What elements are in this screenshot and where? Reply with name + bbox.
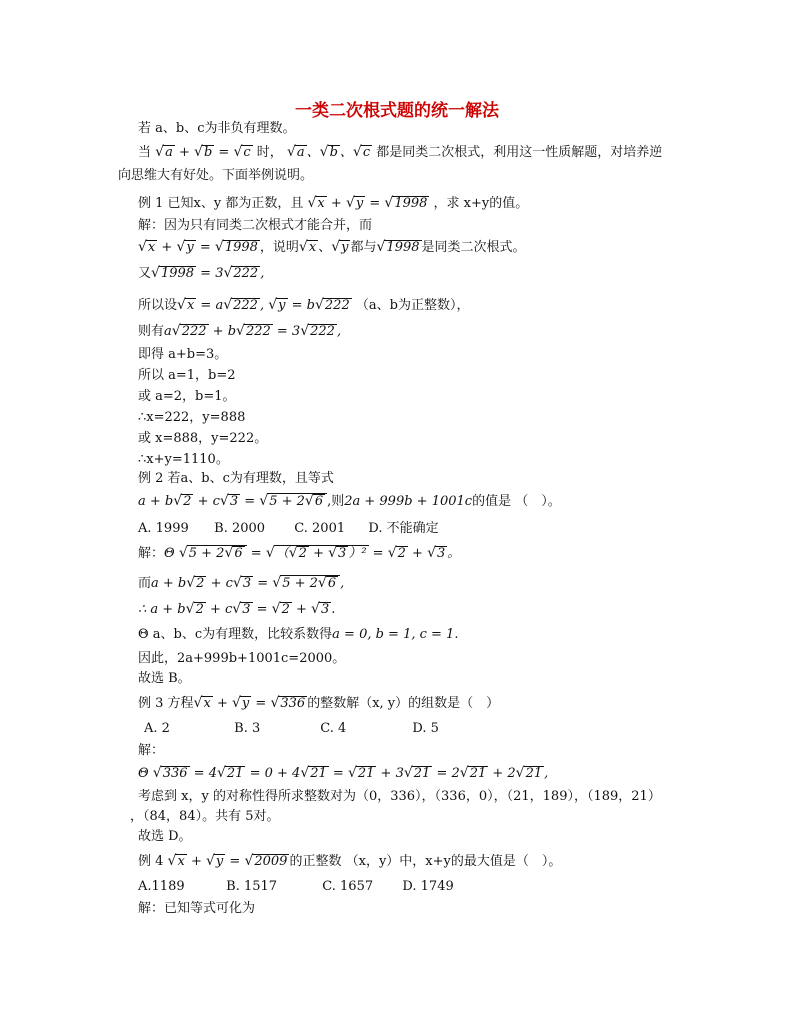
ex1-solution-10: 或 x=888，y=222。 (138, 431, 268, 446)
ex4-option-d: D. 1749 (402, 879, 454, 894)
ex1-solution-8: 或 a=2，b=1。 (138, 389, 236, 404)
ex1-solution-3: 又√1998 = 3√222 , (138, 265, 265, 281)
ex4-options (138, 878, 454, 896)
intro-line-3: 向思维大有好处。下面举例说明。 (118, 168, 314, 183)
ex3-solution-2: Θ √336 = 4√21 = 0 + 4√21 = √21 + 3√21 = 2√21 + 2√21 , (138, 765, 549, 781)
ex3-option-a: A. 2 (144, 721, 170, 736)
ex1-solution-1: 解：因为只有同类二次根式才能合并，而 (138, 218, 373, 233)
ex3-option-b: B. 3 (234, 721, 261, 736)
ex1-solution-4: 所以设√x = a√222 , √y = b√222 （a、b为正整数）， (138, 297, 470, 313)
ex1-solution-2: √x + √y = √1998 ，说明√x 、√y 都与√1998 是同类二次根式。 (138, 239, 526, 255)
formula-ex1-eq: √x + √y = √1998 (307, 195, 428, 211)
document-title: 一类二次根式题的统一解法 (295, 101, 499, 121)
ex1-solution-9: ∴x=222，y=888 (138, 410, 246, 425)
ex4-option-b: B. 1517 (226, 879, 278, 894)
ex3-option-d: D. 5 (412, 721, 439, 736)
ex2-option-c: C. 2001 (294, 521, 346, 536)
ex4-solution-1: 解：已知等式可化为 (138, 901, 256, 916)
ex2-options (138, 520, 439, 538)
ex3-options (138, 720, 439, 738)
ex2-solution-4: Θ a、b、c为有理数，比较系数得a = 0, b = 1, c = 1. (138, 627, 459, 642)
ex2-option-a: A. 1999 (138, 521, 189, 536)
ex4-question: 例 4 √x + √y = √2009 的正整数 （x，y）中，x+y的最大值是（ ）。 (138, 853, 562, 869)
ex2-question-1: 例 2 若a、b、c为有理数，且等式 (138, 471, 334, 486)
ex2-option-b: B. 2000 (214, 521, 266, 536)
ex2-solution-2: 而a + b√2 + c√3 = √5 + 2√6 , (138, 575, 345, 591)
ex1-solution-6: 即得 a+b=3。 (138, 347, 228, 362)
ex3-solution-3: 考虑到 x，y 的对称性得所求整数对为（0，336），（336，0），（21，189），（189，21） (138, 789, 661, 804)
intro-line-2: 当 √a + √b = √c 时， √a 、√b 、√c 都是同类二次根式，利用这一性质解题，对培养逆 (138, 144, 663, 160)
ex2-option-d: D. 不能确定 (368, 521, 439, 536)
ex3-solution-5: 故选 D。 (138, 829, 192, 844)
ex2-solution-6: 故选 B。 (138, 671, 191, 686)
ex3-solution-4: ，（84，84）。共有 5对。 (130, 809, 280, 824)
ex1-question: 例 1 已知x、y 都为正数，且 √x + √y = √1998 ，求 x+y的值。 (138, 195, 529, 211)
ex3-question: 例 3 方程√x + √y = √336 的整数解（x, y）的组数是（ ） (138, 695, 500, 711)
ex1-solution-11: ∴x+y=1110。 (138, 452, 229, 467)
ex2-solution-3: ∴ a + b√2 + c√3 = √2 + √3 . (138, 601, 336, 617)
formula-sqrt-sum: √a + √b = √c (155, 144, 251, 160)
ex4-option-a: A.1189 (138, 879, 185, 894)
ex2-solution-5: 因此，2a+999b+1001c=2000。 (138, 651, 346, 666)
ex1-solution-7: 所以 a=1，b=2 (138, 368, 236, 383)
ex4-option-c: C. 1657 (322, 879, 374, 894)
ex3-solution-1: 解： (138, 743, 165, 758)
ex3-option-c: C. 4 (320, 721, 347, 736)
ex2-solution-1: 解：Θ √5 + 2√6 = √（√2 + √3 ）² = √2 + √3 。 (138, 545, 461, 561)
formula-sqrt-list: √a 、√b 、√c (286, 144, 371, 160)
ex1-solution-5: 则有a√222 + b√222 = 3√222 , (138, 323, 342, 339)
ex2-question-2: a + b√2 + c√3 = √5 + 2√6 ,则2a + 999b + 1001c的值是 （ ）。 (138, 493, 561, 509)
intro-line-1: 若 a、b、c为非负有理数。 (138, 121, 296, 136)
